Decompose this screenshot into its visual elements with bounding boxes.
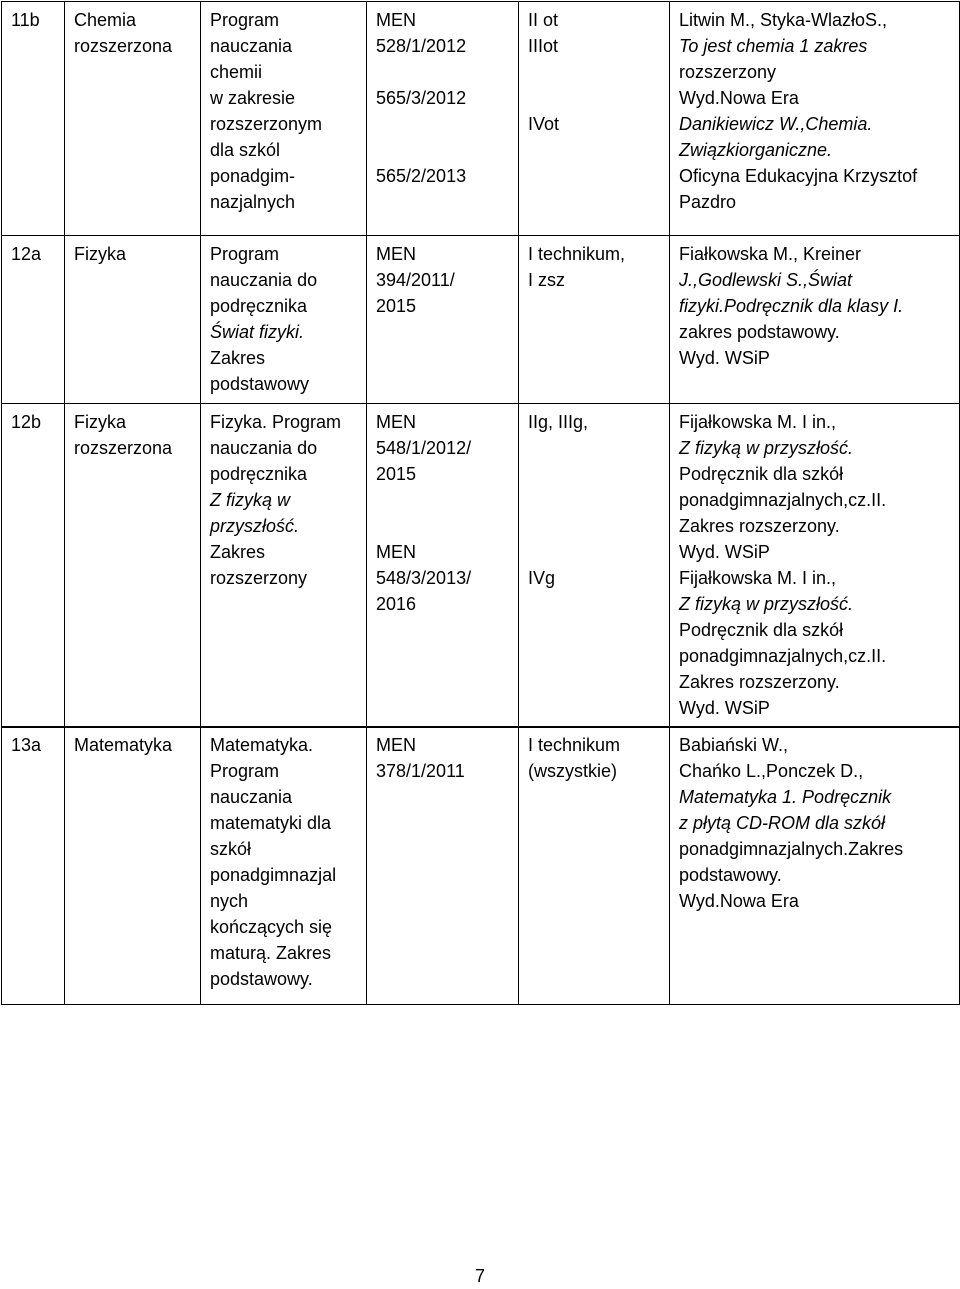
program-line: podstawowy.	[210, 969, 313, 989]
curriculum-table-continued	[1, 726, 960, 1005]
program-line: podstawowy	[210, 374, 310, 394]
table-row	[2, 727, 960, 1005]
cell-klasy	[519, 236, 670, 404]
page-number: 7	[474, 1266, 485, 1286]
klasy-line: IIg, IIIg,	[528, 412, 589, 432]
program-line: rozszerzonym	[210, 114, 323, 134]
program-line: Z fizyką w	[210, 490, 291, 510]
program-line: dla szkól	[210, 140, 281, 160]
cell-przedmiot	[65, 727, 201, 1005]
podrecznik-line: Pazdro	[679, 192, 737, 212]
podrecznik-line: Zakres rozszerzony.	[679, 672, 840, 692]
cell-przedmiot	[65, 236, 201, 404]
numer-line: 378/1/2011	[376, 761, 465, 781]
program-line: w zakresie	[210, 88, 296, 108]
podrecznik-line: ponadgimnazjalnych,cz.II.	[679, 646, 887, 666]
cell-przedmiot	[65, 404, 201, 728]
numer-line: 565/2/2013	[376, 166, 467, 186]
curriculum-table	[1, 1, 960, 728]
podrecznik-line: J.,Godlewski S.,Świat	[679, 270, 853, 290]
klasy-line: IVg	[528, 568, 556, 588]
przedmiot-line: rozszerzona	[74, 36, 173, 56]
podrecznik-line: ponadgimnazjalnych.Zakres	[679, 839, 904, 859]
klasy-line: (wszystkie)	[528, 761, 617, 781]
podrecznik-line: ponadgimnazjalnych,cz.II.	[679, 490, 887, 510]
klasy-line: II ot	[528, 10, 559, 30]
numer-line: 548/3/2013/	[376, 568, 472, 588]
table-row	[2, 404, 960, 728]
podrecznik-line: Z fizyką w przyszłość.	[679, 438, 854, 458]
klasy-line: I technikum,	[528, 244, 626, 264]
podrecznik-line: Babiański W.,	[679, 735, 789, 755]
klasy-line: IIIot	[528, 36, 559, 56]
program-line: Świat fizyki.	[210, 322, 305, 342]
cell-program	[201, 236, 367, 404]
podrecznik-line: Podręcznik dla szkół	[679, 464, 844, 484]
cell-numer	[367, 2, 519, 236]
program-line: chemii	[210, 62, 263, 82]
cell-numer	[367, 236, 519, 404]
podrecznik-line: podstawowy.	[679, 865, 782, 885]
podrecznik-line: Oficyna Edukacyjna Krzysztof	[679, 166, 918, 186]
program-line: nych	[210, 891, 249, 911]
table-row	[2, 236, 960, 404]
podrecznik-line: Wyd. WSiP	[679, 698, 770, 718]
program-line: nauczania	[210, 36, 293, 56]
przedmiot-line: Fizyka	[74, 244, 127, 264]
numer-line: 528/1/2012	[376, 36, 467, 56]
cell-klasa: 13a	[2, 727, 65, 1005]
program-line: Program	[210, 10, 280, 30]
numer-line: 2015	[376, 464, 417, 484]
program-line: Zakres	[210, 542, 266, 562]
program-line: Zakres	[210, 348, 266, 368]
cell-klasy	[519, 727, 670, 1005]
podrecznik-line: Wyd.Nowa Era	[679, 88, 799, 108]
cell-klasa: 12a	[2, 236, 65, 404]
program-line: nauczania do	[210, 270, 318, 290]
klasy-line: IVot	[528, 114, 560, 134]
numer-line: 2016	[376, 594, 417, 614]
numer-line: MEN	[376, 542, 416, 562]
przedmiot-line: Fizyka	[74, 412, 127, 432]
cell-klasy	[519, 2, 670, 236]
podrecznik-line: Z fizyką w przyszłość.	[679, 594, 854, 614]
program-line: nauczania do	[210, 438, 318, 458]
podrecznik-line: rozszerzony	[679, 62, 777, 82]
cell-program	[201, 404, 367, 728]
cell-klasa: 12b	[2, 404, 65, 728]
numer-line: MEN	[376, 10, 416, 30]
program-line: ponadgim-	[210, 166, 296, 186]
numer-line: MEN	[376, 412, 416, 432]
cell-program	[201, 727, 367, 1005]
program-line: nazjalnych	[210, 192, 296, 212]
program-line: maturą. Zakres	[210, 943, 332, 963]
podrecznik-line: zakres podstawowy.	[679, 322, 840, 342]
numer-line: 394/2011/	[376, 270, 455, 290]
numer-line: 2015	[376, 296, 417, 316]
program-line: podręcznika	[210, 296, 308, 316]
cell-podrecznik	[670, 236, 960, 404]
podrecznik-line: Matematyka 1. Podręcznik	[679, 787, 892, 807]
przedmiot-line: Chemia	[74, 10, 137, 30]
program-line: Fizyka. Program	[210, 412, 342, 432]
program-line: Program	[210, 244, 280, 264]
cell-program	[201, 2, 367, 236]
program-line: ponadgimnazjal	[210, 865, 337, 885]
podrecznik-line: To jest chemia 1 zakres	[679, 36, 868, 56]
program-line: Program	[210, 761, 280, 781]
podrecznik-line: z płytą CD-ROM dla szkół	[679, 813, 886, 833]
podrecznik-line: Podręcznik dla szkół	[679, 620, 844, 640]
klasy-line: I zsz	[528, 270, 566, 290]
podrecznik-line: Fijałkowska M. I in.,	[679, 412, 837, 432]
podrecznik-line: Wyd. WSiP	[679, 348, 770, 368]
podrecznik-line: Wyd. WSiP	[679, 542, 770, 562]
przedmiot-line: Matematyka	[74, 735, 173, 755]
numer-line: MEN	[376, 735, 416, 755]
cell-podrecznik	[670, 404, 960, 728]
program-line: nauczania	[210, 787, 293, 807]
program-line: przyszłość.	[210, 516, 300, 536]
podrecznik-line: Związkiorganiczne.	[679, 140, 833, 160]
cell-podrecznik	[670, 727, 960, 1005]
przedmiot-line: rozszerzona	[74, 438, 173, 458]
podrecznik-line: fizyki.Podręcznik dla klasy I.	[679, 296, 904, 316]
numer-line: 548/1/2012/	[376, 438, 472, 458]
numer-line: MEN	[376, 244, 416, 264]
table-row	[2, 2, 960, 236]
podrecznik-line: Fiałkowska M., Kreiner	[679, 244, 862, 264]
program-line: szkół	[210, 839, 252, 859]
program-line: Matematyka.	[210, 735, 314, 755]
cell-przedmiot	[65, 2, 201, 236]
podrecznik-line: Fijałkowska M. I in.,	[679, 568, 837, 588]
cell-podrecznik	[670, 2, 960, 236]
podrecznik-line: Danikiewicz W.,Chemia.	[679, 114, 873, 134]
program-line: podręcznika	[210, 464, 308, 484]
podrecznik-line: Zakres rozszerzony.	[679, 516, 840, 536]
program-line: rozszerzony	[210, 568, 308, 588]
cell-numer	[367, 404, 519, 728]
klasy-line: I technikum	[528, 735, 621, 755]
cell-numer	[367, 727, 519, 1005]
podrecznik-line: Chańko L.,Ponczek D.,	[679, 761, 864, 781]
podrecznik-line: Wyd.Nowa Era	[679, 891, 799, 911]
numer-line: 565/3/2012	[376, 88, 467, 108]
cell-klasa: 11b	[2, 2, 65, 236]
cell-klasy	[519, 404, 670, 728]
program-line: matematyki dla	[210, 813, 332, 833]
program-line: kończących się	[210, 917, 333, 937]
podrecznik-line: Litwin M., Styka-WlazłoS.,	[679, 10, 888, 30]
